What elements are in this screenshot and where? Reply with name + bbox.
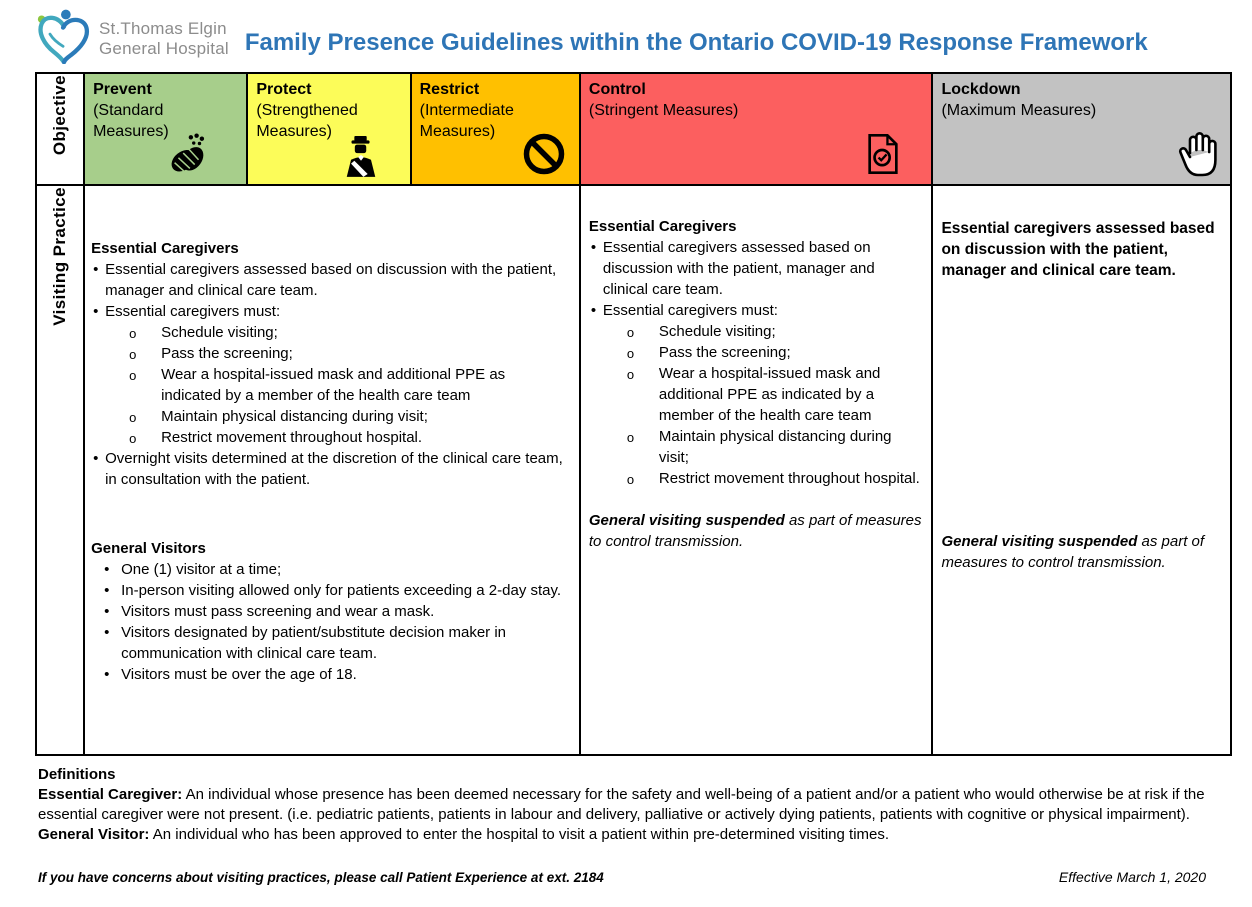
- list-item: • Visitors designated by patient/substitute decision maker in communication with clinical care team.: [91, 622, 569, 664]
- list-item: • Overnight visits determined at the discretion of the clinical care team, in consultation with the patient.: [91, 448, 569, 490]
- standard-measures-cell: [84, 185, 580, 755]
- essential-caregivers-list: [91, 259, 569, 490]
- sub-list-item: o Restrict movement throughout hospital.: [105, 427, 569, 448]
- column-name: Lockdown: [941, 81, 1021, 98]
- sub-list-item: o Wear a hospital-issued mask and additional PPE as indicated by a member of the health care team: [105, 364, 569, 406]
- column-subtitle: (Maximum Measures): [941, 102, 1097, 119]
- concerns-note: If you have concerns about visiting practices, please call Patient Experience at ext. 2184: [38, 870, 604, 885]
- column-subtitle: (Strengthened Measures): [256, 102, 358, 140]
- list-item: • Visitors must be over the age of 18.: [91, 664, 569, 685]
- definitions-section: [38, 765, 1212, 845]
- lockdown-caregiver-text: Essential caregivers assessed based on discussion with the patient, manager and clinical care team.: [941, 220, 1215, 279]
- definitions-heading: Definitions: [38, 766, 116, 783]
- visiting-suspended-note: [941, 531, 1222, 573]
- lockdown-measures-cell: [932, 185, 1231, 755]
- definition-general-visitor: [38, 825, 1212, 845]
- sub-list-item: o Schedule visiting;: [105, 322, 569, 343]
- column-header-protect: [247, 73, 410, 185]
- control-measures-cell: [580, 185, 933, 755]
- list-item: • Essential caregivers must: o Schedule visiting; o Pass the screening; o Wear a hospital-issued mask and additional PPE as indicated by a member of the health care team o Maintain physical distancing during visit; o Restrict movement throughout hospital.: [589, 300, 924, 489]
- column-header-control: [580, 73, 933, 185]
- sub-list: [105, 322, 569, 448]
- column-subtitle: (Standard Measures): [93, 102, 169, 140]
- screening-document-icon: [867, 131, 899, 177]
- sub-list-item: o Pass the screening;: [105, 343, 569, 364]
- prohibition-icon: [521, 131, 567, 177]
- general-visitors-heading: General Visitors: [91, 540, 206, 557]
- visiting-practice-row-label: Visiting Practice: [50, 187, 70, 326]
- visiting-suspended-bold: General visiting suspended: [941, 533, 1138, 550]
- column-name: Restrict: [419, 81, 480, 98]
- column-subtitle: (Intermediate Measures): [419, 102, 514, 140]
- visiting-suspended-rest: as part of measures to control transmission.: [588, 512, 922, 550]
- hospital-logo: [33, 8, 229, 64]
- sub-list-item: o Restrict movement throughout hospital.: [603, 468, 924, 489]
- hospital-name-line1: St.Thomas Elgin: [99, 19, 227, 38]
- objective-row-label: Objective: [50, 75, 70, 156]
- hospital-name-line2: General Hospital: [99, 39, 229, 58]
- hospital-name: [99, 19, 229, 59]
- document-footer: [38, 869, 1206, 885]
- sub-list-item: o Schedule visiting;: [603, 321, 924, 342]
- list-item: • One (1) visitor at a time;: [91, 559, 569, 580]
- visiting-suspended-rest: as part of measures to control transmission.: [941, 533, 1205, 571]
- sub-list-item: o Maintain physical distancing during visit;: [105, 406, 569, 427]
- sub-list-item: o Pass the screening;: [603, 342, 924, 363]
- definition-essential-caregiver: [38, 785, 1212, 825]
- column-subtitle: (Stringent Measures): [588, 102, 739, 119]
- column-header-restrict: [411, 73, 580, 185]
- masked-person-icon: [342, 135, 380, 177]
- visiting-suspended-note: [589, 510, 924, 552]
- framework-table: [35, 72, 1232, 756]
- general-visitors-list: [91, 559, 569, 685]
- sub-list-item: o Maintain physical distancing during visit;: [603, 426, 924, 468]
- heart-logo-icon: [33, 8, 95, 64]
- column-header-prevent: [84, 73, 247, 185]
- column-header-lockdown: [932, 73, 1231, 185]
- page-title: Family Presence Guidelines within the Ontario COVID-19 Response Framework: [244, 29, 1148, 56]
- definition-term: General Visitor:: [38, 826, 150, 843]
- effective-date: Effective March 1, 2020: [1058, 869, 1206, 885]
- objective-row-label-cell: [36, 73, 84, 185]
- definition-text: An individual who has been approved to enter the hospital to visit a patient within pre-determined visiting times.: [152, 826, 890, 843]
- list-item: • In-person visiting allowed only for patients exceeding a 2-day stay.: [91, 580, 569, 601]
- definition-term: Essential Caregiver:: [38, 786, 183, 803]
- definition-text: An individual whose presence has been deemed necessary for the safety and well-being of a patient and/or a patient who would otherwise be at risk if the essential caregiver were not present. (i.e. pediatric patients, patients in labour and delivery, palliative or actively dying patients, patients with cognitive or physical impairment).: [38, 786, 1205, 823]
- list-item: • Visitors must pass screening and wear a mask.: [91, 601, 569, 622]
- sub-list-item: o Wear a hospital-issued mask and additional PPE as indicated by a member of the health care team: [603, 363, 924, 426]
- column-name: Protect: [256, 81, 312, 98]
- washing-hands-icon: [166, 133, 210, 177]
- sub-list: [603, 321, 924, 489]
- stop-hand-icon: [1178, 131, 1218, 177]
- document-header: [0, 0, 1252, 72]
- visiting-practice-row-label-cell: [36, 185, 84, 755]
- essential-caregivers-list: [589, 237, 924, 489]
- essential-caregivers-heading: Essential Caregivers: [91, 240, 239, 257]
- column-name: Prevent: [93, 81, 152, 98]
- column-name: Control: [588, 81, 646, 98]
- list-item: • Essential caregivers assessed based on discussion with the patient, manager and clinical care team.: [91, 259, 569, 301]
- list-item: • Essential caregivers must: o Schedule visiting; o Pass the screening; o Wear a hospital-issued mask and additional PPE as indicated by a member of the health care team o Maintain physical distancing during visit; o Restrict movement throughout hospital.: [91, 301, 569, 448]
- visiting-suspended-bold: General visiting suspended: [588, 512, 785, 529]
- essential-caregivers-heading: Essential Caregivers: [588, 218, 737, 235]
- list-item: • Essential caregivers assessed based on discussion with the patient, manager and clinical care team.: [589, 237, 924, 300]
